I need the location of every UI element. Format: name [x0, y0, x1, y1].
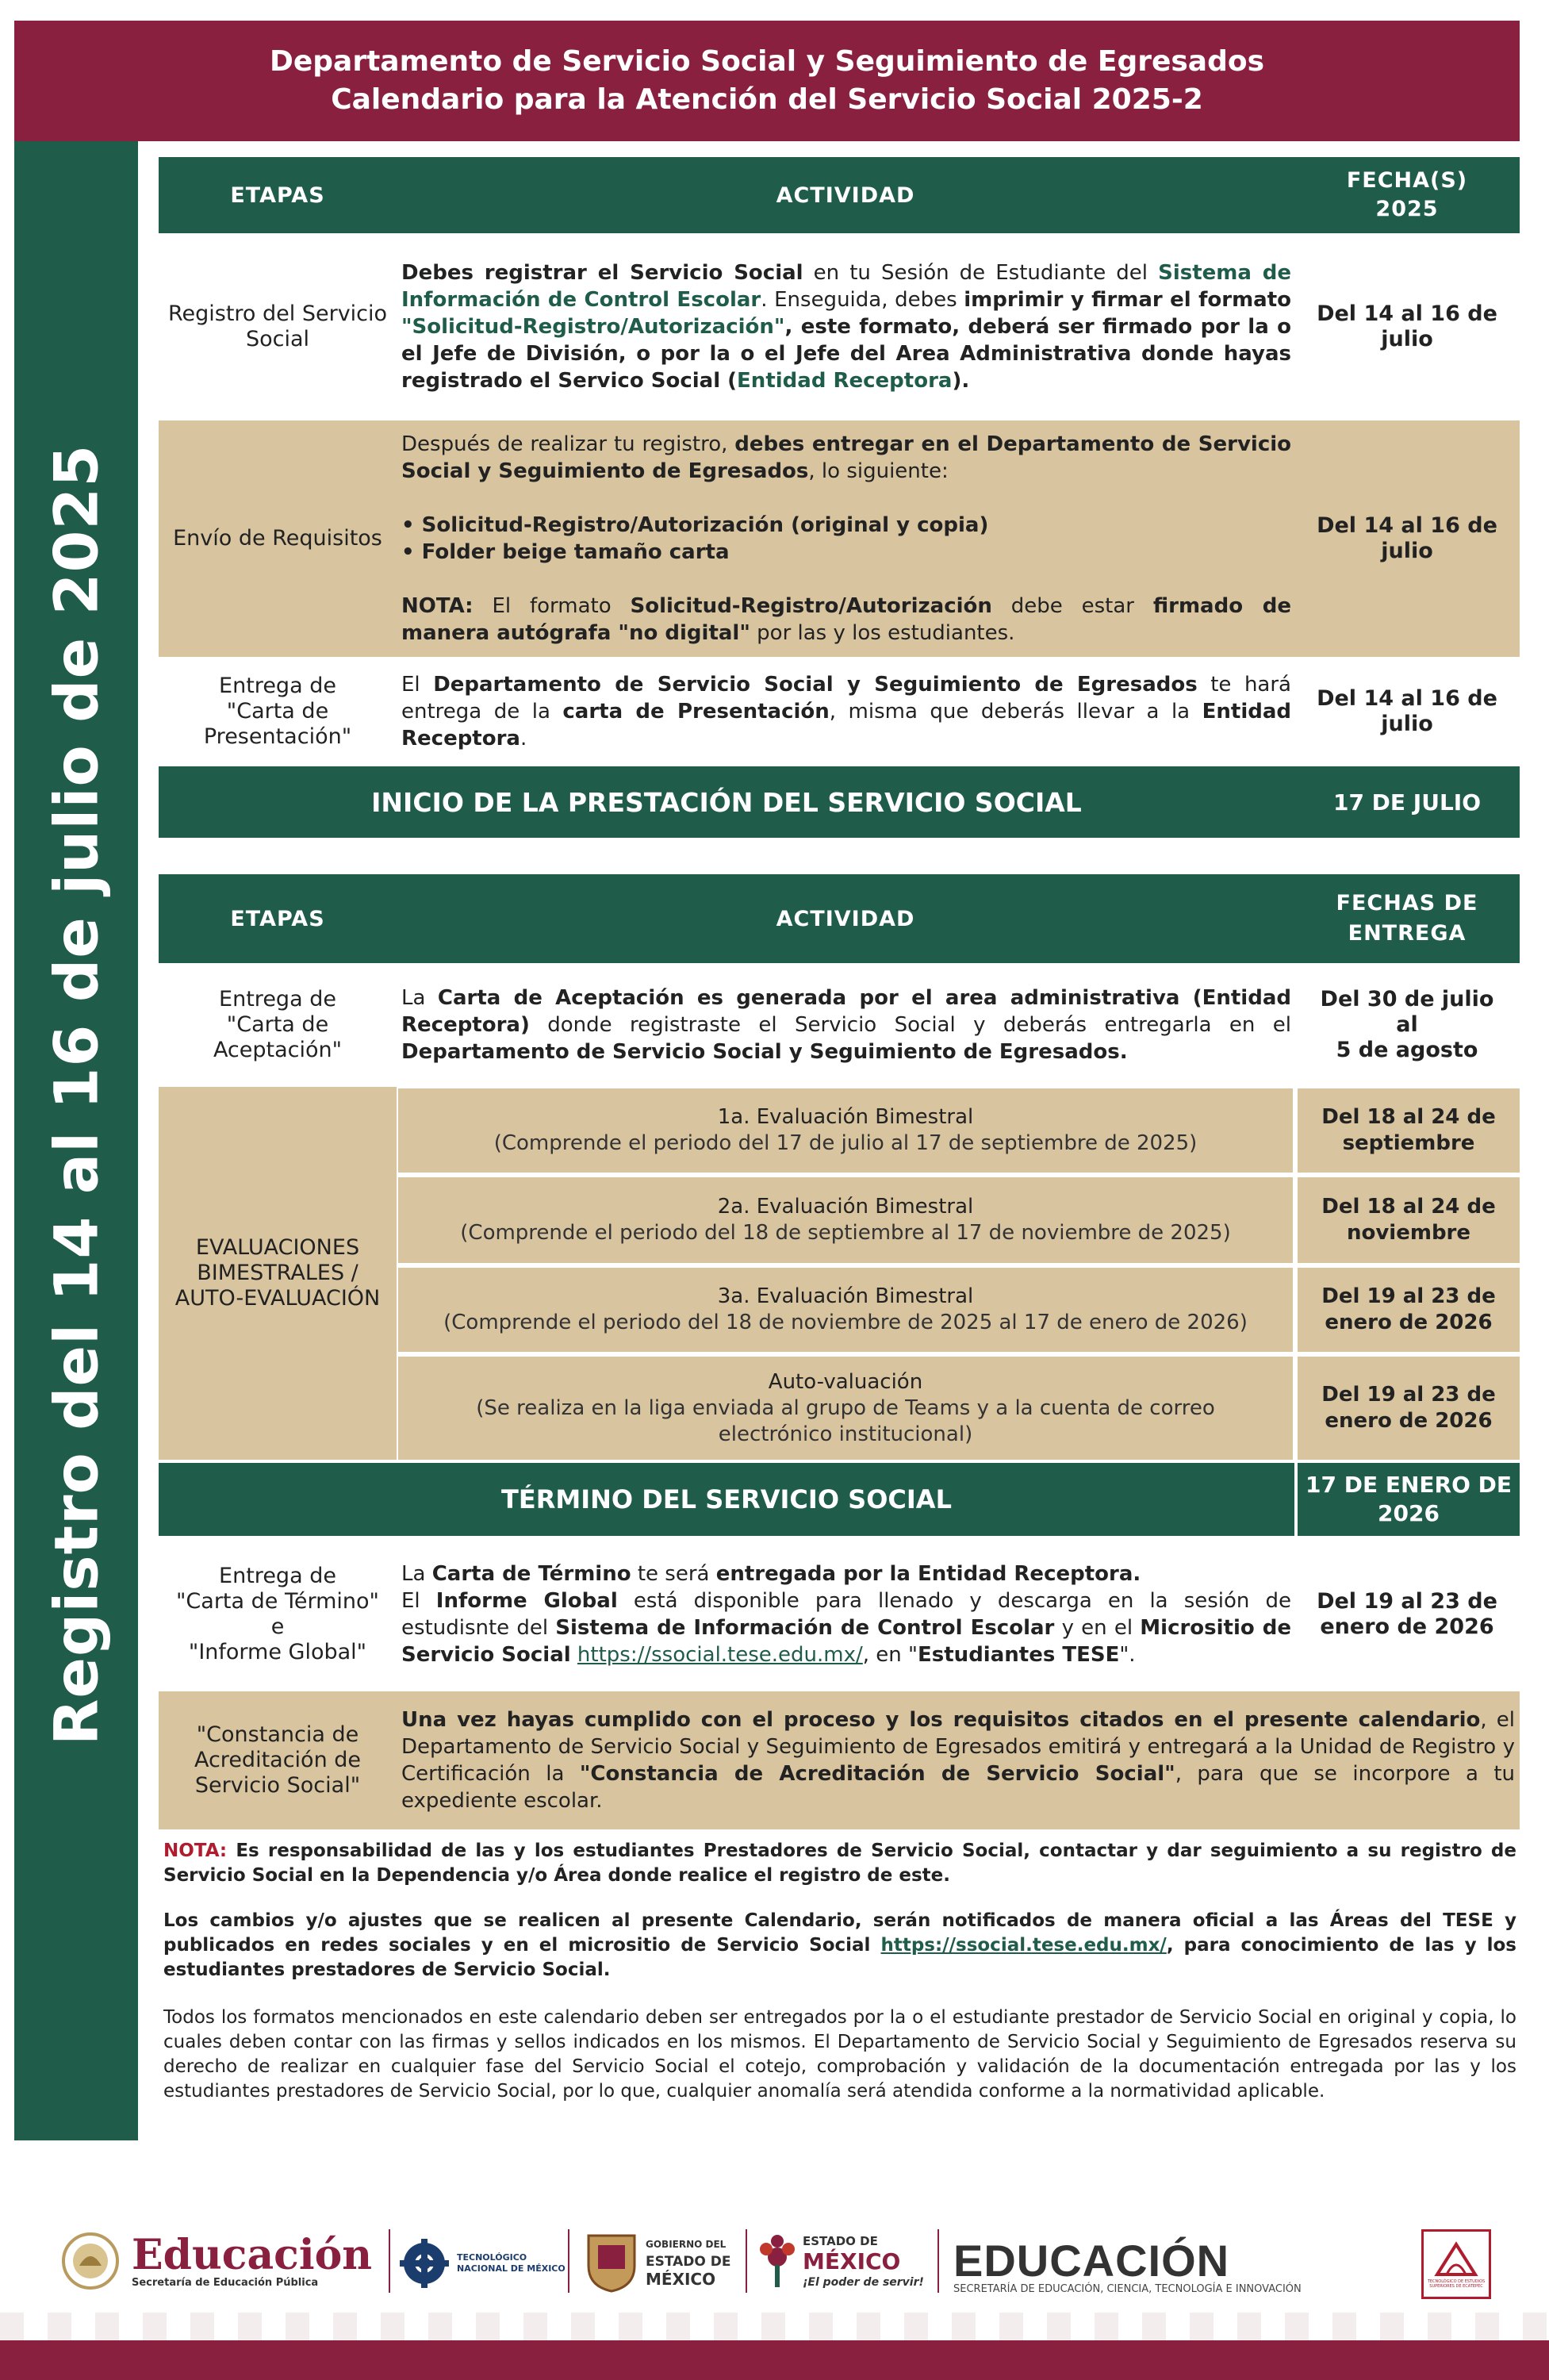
fecha-carta-aceptacion-l1: Del 30 de julio [1320, 987, 1494, 1012]
envio-nota: NOTA: El formato Solicitud-Registro/Autorización debe estar firmado de manera autógrafa "no digital" por las y los estudiantes. [401, 594, 1291, 645]
inicio-band-date: 17 DE JULIO [1294, 766, 1520, 838]
actividad-carta-termino [401, 1539, 1291, 1690]
etapa-carta-termino-l2: "Carta de Término" [176, 1589, 379, 1614]
mexico-coat-of-arms-icon [60, 2231, 121, 2291]
gob-l1: GOBIERNO DEL [646, 2239, 727, 2250]
auto-evaluacion [398, 1357, 1293, 1460]
table2-header-actividad: ACTIVIDAD [397, 874, 1294, 963]
inicio-band-label: INICIO DE LA PRESTACIÓN DEL SERVICIO SOCIAL [159, 766, 1294, 838]
auto-evaluacion-fecha: Del 19 al 23 de enero de 2026 [1298, 1357, 1520, 1460]
etapa-envio: Envío de Requisitos [173, 526, 382, 551]
gob-l2: ESTADO DE [646, 2254, 731, 2270]
etapa-registro: Registro del Servicio Social [167, 301, 388, 351]
tecnm-l2: NACIONAL DE MÉXICO [457, 2263, 566, 2274]
actividad-registro-text: Debes registrar el Servicio Social en tu Sesión de Estudiante del Sistema de Información de Control Escolar. Enseguida, debes imprimir y firmar el formato "Solicitud-Registro/Autorización", este formato, deberá ser firmado por la o el Jefe de División, o por la o el Jefe del Area Administrativa donde hayas registrado el Servico Social (Entidad Receptora). [401, 261, 1292, 393]
evaluacion-3-periodo: (Comprende el periodo del 18 de noviembre de 2025 al 17 de enero de 2026) [443, 1311, 1248, 1334]
logo-tese [1421, 2229, 1491, 2299]
actividad-constancia-text: Una vez hayas cumplido con el proceso y los requisitos citados en el presente calendario, el Departamento de Servicio Social y Seguimiento de Egresados emitirá y entregará a la Unidad de Registro y Certificación la "Constancia de Acreditación de Servicio Social", para que se incorpore a tu expediente escolar. [401, 1708, 1516, 1813]
fecha-carta-termino: Del 19 al 23 de enero de 2026 [1317, 1589, 1497, 1639]
footer-band [0, 2340, 1549, 2380]
evaluacion-3-fecha: Del 19 al 23 de enero de 2026 [1298, 1268, 1520, 1352]
evaluacion-1-fecha: Del 18 al 24 de septiembre [1298, 1088, 1520, 1173]
sep-subtitle: Secretaría de Educación Pública [132, 2276, 319, 2289]
evaluacion-1-periodo: (Comprende el periodo del 17 de julio al 17 de septiembre de 2025) [493, 1131, 1198, 1155]
sep-title: Educación [132, 2230, 373, 2279]
gob-l3: MÉXICO [646, 2270, 716, 2289]
decorative-pattern [0, 2313, 1549, 2340]
nota-cambios: Los cambios y/o ajustes que se realicen al presente Calendario, serán notificados de manera oficial a las Áreas del TESE y publicados en redes sociales y en el micrositio de Servicio Social https://ssocial.tese.edu.mx/, para conocimiento de las y los estudiantes prestadores de Servicio Social. [163, 1910, 1516, 1980]
carta-termino-line: La Carta de Término te será entregada por la Entidad Receptora. [401, 1562, 1141, 1586]
etapa-carta-termino-l3: e [270, 1614, 285, 1639]
evaluacion-2-fecha: Del 18 al 24 de noviembre [1298, 1177, 1520, 1263]
etapa-carta-presentacion [159, 657, 397, 766]
educacion-title: EDUCACIÓN [953, 2236, 1230, 2286]
etapa-constancia-l3: Servicio Social" [194, 1773, 361, 1798]
nota-responsabilidad: NOTA: Es responsabilidad de las y los estudiantes Prestadores de Servicio Social, contactar y dar seguimiento a su registro de Servicio Social en la Dependencia y/o Área donde realice el registro de este. [163, 1841, 1516, 1886]
etapa-carta-termino-l1: Entrega de [219, 1564, 336, 1588]
actividad-carta-aceptacion [401, 963, 1291, 1087]
etapa-carta-termino-l4: "Informe Global" [188, 1640, 367, 1664]
etapa-carta-aceptacion-l3: Aceptación" [213, 1038, 343, 1062]
evaluacion-3 [398, 1268, 1293, 1352]
micrositio-link[interactable]: https://ssocial.tese.edu.mx/ [577, 1643, 863, 1667]
tese-emblem-icon [1432, 2240, 1480, 2279]
edomex-l1: ESTADO DE [803, 2234, 878, 2248]
evaluacion-2-periodo: (Comprende el periodo del 18 de septiembre al 17 de noviembre de 2025) [460, 1221, 1231, 1245]
edomex-flower-icon [755, 2233, 799, 2290]
side-registration-dates: Registro del 14 al 16 de julio de 2025 [40, 443, 112, 1746]
table1-header-etapas: ETAPAS [159, 157, 397, 233]
logo-tecnm [400, 2239, 566, 2288]
etapa-carta-aceptacion-l1: Entrega de [219, 987, 336, 1012]
etapa-constancia [159, 1691, 397, 1829]
fecha-envio: Del 14 al 16 de julio [1317, 513, 1497, 563]
fecha-registro: Del 14 al 16 de julio [1317, 301, 1497, 351]
edomex-l2: MÉXICO [803, 2248, 901, 2274]
termino-band-label: TÉRMINO DEL SERVICIO SOCIAL [159, 1463, 1294, 1536]
table1-header-fecha-l1: FECHA(S) [1346, 168, 1468, 193]
actividad-constancia [401, 1691, 1515, 1829]
fecha-carta-aceptacion-l3: 5 de agosto [1336, 1038, 1478, 1062]
etapa-carta-presentacion-l1: Entrega de [219, 674, 336, 698]
table1-header-actividad: ACTIVIDAD [397, 157, 1294, 233]
auto-evaluacion-title: Auto-valuación [768, 1369, 923, 1394]
auto-evaluacion-detalle: (Se realiza en la liga enviada al grupo de Teams y a la cuenta de correo electrónico institucional) [476, 1395, 1215, 1446]
logo-estado-de-mexico [755, 2232, 924, 2291]
nota-formatos: Todos los formatos mencionados en este calendario deben ser entregados por la o el estudiante prestador de Servicio Social en original y copia, lo cuales deben contar con las firmas y sellos indicados en los mismos. El Departamento de Servicio Social y Seguimiento de Egresados reserva su derecho de realizar en cualquier fase del Servicio Social el cotejo, comprobación y validación de la documentación entregada por las y los estudiantes prestadores de Servicio Social, por lo que, cualquier anomalía será atendida conforme a la normatividad aplicable. [163, 2007, 1516, 2102]
table2-header-etapas: ETAPAS [159, 874, 397, 963]
table1-header-fecha-l2: 2025 [1375, 197, 1439, 221]
logo-educacion-edomex [953, 2236, 1302, 2295]
tecnm-l1: TECNOLÓGICO [457, 2252, 527, 2263]
edomex-l3: ¡El poder de servir! [803, 2276, 924, 2289]
fecha-carta-aceptacion [1294, 963, 1520, 1087]
evaluacion-2-title: 2a. Evaluación Bimestral [717, 1195, 974, 1219]
etapa-carta-presentacion-l2: "Carta de [226, 699, 329, 724]
table2-header-fecha-l2: ENTREGA [1348, 921, 1467, 946]
actividad-carta-presentacion-text: El Departamento de Servicio Social y Seguimiento de Egresados te hará entrega de la carta de Presentación, misma que deberás llevar a la Entidad Receptora. [401, 673, 1292, 750]
logo-sep [60, 2231, 372, 2291]
envio-item-2: • Folder beige tamaño carta [401, 540, 730, 564]
etapa-constancia-l2: Acreditación de [194, 1748, 362, 1772]
edomex-shield-icon [585, 2231, 638, 2293]
actividad-envio [401, 420, 1291, 657]
etapa-carta-presentacion-l3: Presentación" [203, 724, 352, 749]
header-department: Departamento de Servicio Social y Seguimiento de Egresados [269, 45, 1265, 78]
etapa-carta-aceptacion-l2: "Carta de [226, 1012, 329, 1037]
termino-band-date: 17 DE ENERO DE 2026 [1298, 1463, 1520, 1536]
tecnm-gear-icon [400, 2239, 449, 2288]
actividad-registro [401, 233, 1291, 420]
tese-text: TECNOLÓGICO DE ESTUDIOS SUPERIORES DE ECATEPEC [1427, 2279, 1486, 2289]
header-calendar-title: Calendario para la Atención del Servicio Social 2025-2 [331, 83, 1203, 116]
etapa-carta-termino [159, 1539, 397, 1690]
envio-item-1: • Solicitud-Registro/Autorización (original y copia) [401, 513, 989, 537]
etapa-evaluaciones: EVALUACIONES BIMESTRALES / AUTO-EVALUACIÓN [159, 1087, 397, 1460]
table2-header-fecha [1294, 874, 1520, 963]
actividad-carta-aceptacion-text: La Carta de Aceptación es generada por el area administrativa (Entidad Receptora) donde registraste el Servicio Social y deberás entregarla en el Departamento de Servicio Social y Seguimiento de Egresados. [401, 986, 1291, 1064]
table1-header-fecha [1294, 157, 1520, 233]
evaluacion-1 [398, 1088, 1293, 1173]
informe-global-text: El Informe Global está disponible para llenado y descarga en la sesión de estudisnte del Sistema de Información de Control Escolar y en el Micrositio de Servicio Social https://ssocial.tese.edu.mx/, en "Estudiantes TESE". [401, 1589, 1292, 1667]
evaluacion-3-title: 3a. Evaluación Bimestral [717, 1284, 974, 1308]
evaluacion-2 [398, 1177, 1293, 1263]
actividad-carta-presentacion [401, 657, 1291, 766]
educacion-subtitle: SECRETARÍA DE EDUCACIÓN, CIENCIA, TECNOLOGÍA E INNOVACIÓN [953, 2283, 1302, 2295]
nota-micrositio-link[interactable]: https://ssocial.tese.edu.mx/ [880, 1935, 1167, 1956]
fecha-carta-presentacion: Del 14 al 16 de julio [1317, 686, 1497, 736]
evaluacion-1-title: 1a. Evaluación Bimestral [717, 1105, 974, 1129]
fecha-carta-aceptacion-l2: al [1396, 1012, 1418, 1037]
etapa-constancia-l1: "Constancia de [196, 1722, 359, 1747]
envio-intro: Después de realizar tu registro, debes entregar en el Departamento de Servicio Social y Seguimiento de Egresados, lo siguiente: [401, 432, 1292, 483]
etapa-carta-aceptacion [159, 963, 397, 1087]
table2-header-fecha-l1: FECHAS DE [1336, 891, 1478, 916]
page-header [14, 21, 1520, 141]
logo-gobierno-edomex [585, 2231, 731, 2293]
